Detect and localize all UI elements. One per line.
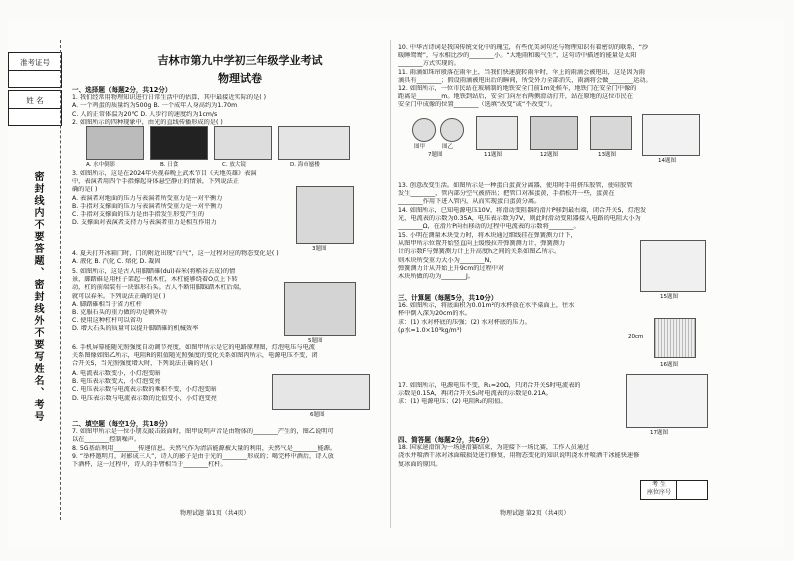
q-line: 12. 如图所示，一位市民站在玻璃制的地铁安全门前1m处候车，地铁门在安全门中像的 [398, 85, 637, 93]
figure-q14 [642, 114, 700, 156]
seat-label-line1: 考 生 [652, 481, 666, 488]
q-line: 浇水并喷洒干冰对冰面破损处进行修复，用物态变化的知识说明浇水并喷洒干冰能快速修 [398, 452, 640, 460]
q-line: 计的示数F与弹簧测力计上升高度h之间的关系如图乙所示。 [398, 248, 561, 256]
q-line: 复冰面的原因。 [398, 460, 442, 468]
page2-questions-cont [398, 182, 778, 231]
fig-label: C. 放大镜 [222, 162, 246, 168]
q-line: 就可以春米。下列说法正确的是( ) [72, 292, 166, 300]
q-line: A. 一个鸡蛋的质量约为500g B. 一个成年人身高约为1.70m [72, 102, 238, 110]
figure-q13 [590, 116, 632, 150]
q-line: B. 电压表示数变大，小灯泡变亮 [72, 378, 161, 386]
figure-q6 [272, 374, 370, 410]
q-line: D. 电压表示数与电流表示数的比值变小，小灯泡变亮 [72, 394, 217, 402]
q-line: ________方式实现的。 [398, 60, 460, 68]
seal-notice: 密封线内不要答题、密封线外不要写姓名、考号 [32, 171, 43, 423]
q-line: 景，脚踏碓是用柱子架起一根木杠，木杠能够绕着O点上下转 [72, 276, 238, 284]
seal-line [60, 40, 67, 520]
q-line: 9. “举杯邀明月，对影成三人”，诗人的影子是由于光的________形成的；喝完杯中酒后，诗人放 [72, 452, 334, 460]
q-line: 木块所做的功为________J。 [398, 273, 475, 281]
page2-q17 [398, 382, 634, 407]
caption-q15: 15题图 [660, 294, 678, 300]
figure-q7-a [412, 118, 436, 142]
figure-q5 [284, 282, 356, 336]
q-line: 16. 如图所示，将底面积为0.01m²的水杯放在水平桌面上，往水 [398, 302, 575, 310]
q-line: 暖睡鸳鸯”，与水相比沙的________小。“大地雨和暖气生”，这句诗中描述的能量是太阳 [398, 52, 637, 60]
page1-questions-q6 [72, 344, 382, 369]
seat-number-label [640, 480, 678, 500]
caption-q17: 17题图 [650, 430, 668, 436]
caption-q5: 5题图 [308, 338, 323, 344]
q-line: B. 克服石头的重力做的功是额外功 [72, 309, 167, 317]
school-title: 吉林市第九中学初三年级学业考试 [157, 54, 323, 67]
q-line: A. 表演者对地面的压力与表演者所受重力是一对平衡力 [72, 194, 223, 202]
subject-title: 物理试卷 [218, 72, 262, 85]
caption-q11: 11题图 [484, 152, 502, 158]
page2-short-answer [398, 436, 778, 469]
figure-q15 [640, 240, 706, 292]
q-line: (ρ水=1.0×10³kg/m³) [398, 326, 462, 334]
q-line: 下酒杯，这一过程中，诗人的手臂相当于________杠杆。 [72, 461, 227, 469]
q-line: A. 液化 B. 汽化 C. 熔化 D. 凝固 [72, 258, 161, 266]
section-heading: 三、计算题（每题5分，共10分） [398, 294, 498, 302]
fig-label: 图甲 [414, 144, 426, 150]
q-line: 确的是( ) [72, 186, 98, 194]
page2-calc-section [398, 294, 634, 335]
page1-options-q6 [72, 370, 272, 403]
q-line: ________作用下进入管内，从而实现蛋白蛋黄分离。 [398, 198, 541, 206]
q-line: 滴具有________；假设雨滴被甩出后的瞬间，所受外力全部消失，雨滴将会做________运动。 [398, 76, 652, 84]
q-line: 从图甲所示位置开始竖直向上缓慢拉开弹簧测力计，弹簧测力 [398, 240, 566, 248]
q-line: 4. 夏天打开冰箱门时，门的附近出现“白气”，这一过程对应的物态变化是( ) [72, 250, 279, 257]
figure-reflection [86, 126, 144, 160]
figure-q17 [626, 374, 708, 428]
q-line: C. 电压表示数与电流表示数的乘积不变，小灯泡变暗 [72, 386, 217, 394]
figure-mirage [278, 126, 350, 160]
figure-q11 [476, 116, 518, 150]
q-line: 13. 创意改变生活。如图所示是一种蛋白蛋黄分离器，使用时手用挤压胶管，使硅胶管 [398, 182, 633, 189]
q-line: 11. 雨滴如珠帘般落在雨伞上，当我们快速旋转雨伞时，伞上的雨滴会被甩出，这是因为雨 [398, 68, 645, 76]
q-line: 距离是________m。地铁到站后，安全门向左右两侧滑动打开，站在原地的这位市民在 [398, 93, 633, 101]
q-line: 5. 如图所示，这是古人用脚踏碓(duì)春米(将稻谷去皮)的情 [72, 268, 236, 275]
page2-questions [398, 44, 778, 110]
seat-number-field[interactable] [676, 480, 708, 500]
q-line: 8. 5G基站利用________传递信息。天然气作为清洁能源被大量的利用，天然气是________能源。 [72, 444, 337, 452]
name-field[interactable] [8, 108, 62, 126]
q-line: A. 电流表示数变小，小灯泡变暗 [72, 370, 161, 377]
q-line: 弹簧测力计从开始上升9cm的过程中对 [398, 264, 505, 272]
q-line: A. 脚踏碓相当于省力杠杆 [72, 300, 142, 308]
q-line: 14. 如图所示，已知电源电压10V，将滑动变阻器的滑片P移到最右端，闭合开关S，灯泡发 [398, 206, 647, 214]
caption-q12: 12题图 [540, 152, 558, 158]
name-label: 姓 名 [8, 90, 62, 110]
caption-q6: 6题图 [310, 412, 325, 418]
margin-column [8, 52, 60, 522]
q-line: 关系图像如图乙所示，电阻R的阻值随光照强度的变化关系如图丙所示，电源电压不变，闭 [72, 352, 318, 360]
caption-q13: 13题图 [598, 152, 616, 158]
figure-eclipse [150, 126, 208, 160]
page1-questions [72, 86, 382, 127]
section-heading: 四、简答题（每题2分，共6分） [398, 436, 493, 444]
fig-label: B. 日食 [160, 162, 179, 168]
q-line: ________Ω，在滑片P向右移动的过程中电流表的示数将________。 [398, 223, 580, 231]
q-line: 合开关S，当光照强度增大时，下列说法正确的是( ) [72, 360, 213, 368]
q-line: 动，杠的前端装有一块锥形石头。古人不断用脚踩踏木杠后端， [72, 284, 246, 292]
page2-footer: 物理试题 第2页（共4页） [500, 510, 570, 517]
page1-questions-cont [72, 170, 292, 227]
figure-q3 [296, 186, 354, 244]
q-line: 2. 如图所示的四种现象中，由光的直线传播形成的是( ) [72, 118, 223, 126]
page1-questions-q4 [72, 250, 382, 266]
caption-q14: 14题图 [658, 158, 676, 164]
exam-no-label: 准考证号 [8, 52, 62, 72]
q-line: 示数是0.15A，再闭合开关S₁时电流表的示数是0.21A。 [398, 390, 552, 398]
fig-label: D. 海市蜃楼 [290, 162, 320, 168]
page-divider [390, 40, 391, 528]
page1-footer: 物理试题 第1页（共4页） [180, 510, 250, 517]
q-line: 则木块所受重力大小为________N， [398, 256, 496, 264]
page2-questions-q15 [398, 232, 634, 281]
depth-label: 20cm [628, 334, 644, 340]
q-line: D. 支撑面对表演者支持力与表演者重力是相互作用力 [72, 219, 217, 227]
q-line: 以在________控制噪声。 [72, 436, 141, 444]
q-line: B. 手指对支撑面的压力与表演者所受重力是一对平衡力 [72, 202, 223, 210]
q-line: 7. 如图甲所示是一位小朋友敲击鼓面时，图甲说明声音是由物体的________产生的，图乙说明可 [72, 428, 334, 436]
q-line: 发生________，管内部分空气被挤出；把管口对准蛋黄，手指松开一些，蛋黄在 [398, 190, 615, 198]
q-line: 光，电流表的示数为0.35A，电压表示数为7V，则此时滑动变阻器接入电路的电阻大小为 [398, 214, 641, 222]
q-line: 6. 手机屏幕能随光照强度自动调节亮度，如图甲所示是它的电路原理图，灯泡电压与电流 [72, 344, 315, 351]
q-line: 求：(1) 水对杯底的压强；(2) 水对杯底的压力。 [398, 318, 531, 326]
q-line: 3. 如图所示，这是在2024年央视春晚上武术节目《天地英雄》表演 [72, 170, 257, 177]
q-line: D. 增大石头的质量可以提升脚踏碓的机械效率 [72, 325, 199, 333]
q-line: 15. 小明在测量木块受力时，将木块通过细线挂在弹簧测力计下， [398, 232, 577, 239]
q-line: C. 手指对支撑面的压力是由手指发生形变产生的 [72, 211, 205, 219]
q-line: 10. 中华古诗词是我国传统文化中的瑰宝，有些优美词句还与物理知识有着密切的联系，“沙 [398, 44, 649, 51]
seat-label-line2: 座位序号 [646, 489, 671, 496]
figure-q12 [530, 116, 578, 150]
page1-questions-q5 [72, 268, 282, 334]
q-line: C. 使用这种杠杆可以省功 [72, 317, 143, 325]
figure-q16 [654, 318, 696, 358]
fig-label: A. 水中倒影 [86, 162, 116, 168]
figure-magnifier [214, 126, 272, 160]
page1-fill-section [72, 420, 382, 469]
q-line: 1. 我们经常用物理知识进行日常生活中的估算，其中最接近实际的是( ) [72, 94, 267, 102]
section-heading: 一、选择题（每题2分，共12分） [72, 86, 172, 94]
q-line: 求：(1) 电源电压；(2) 电阻R₂的阻值。 [398, 398, 507, 406]
fig-label: 图乙 [442, 144, 454, 150]
q-line: 18. 国家速滑馆为一场速滑赛结束，为迎接下一场比赛，工作人员通过 [398, 444, 590, 452]
q-line: 17. 如图所示，电源电压不变，R₁=20Ω，只闭合开关S时电流表的 [398, 382, 581, 389]
q-line: C. 人的正常体温为20℃ D. 人步行的速度约为1cm/s [72, 110, 218, 118]
q-line: 中，表演者用四个手指撑起身体悬空静止的情景，下列说法正 [72, 178, 240, 186]
q-line: 安全门中成像的位置________（选填“改变”或“不改变”）。 [398, 101, 557, 109]
caption-q7: 7题图 [428, 152, 443, 158]
q-line: 杯中倒入深为20cm的水。 [398, 310, 471, 318]
exam-no-field[interactable] [8, 70, 62, 88]
figure-q7-b [440, 118, 464, 142]
section-heading: 二、填空题（每空1分，共18分） [72, 420, 172, 428]
caption-q16: 16题图 [660, 362, 678, 368]
caption-q3: 3题图 [312, 246, 327, 252]
